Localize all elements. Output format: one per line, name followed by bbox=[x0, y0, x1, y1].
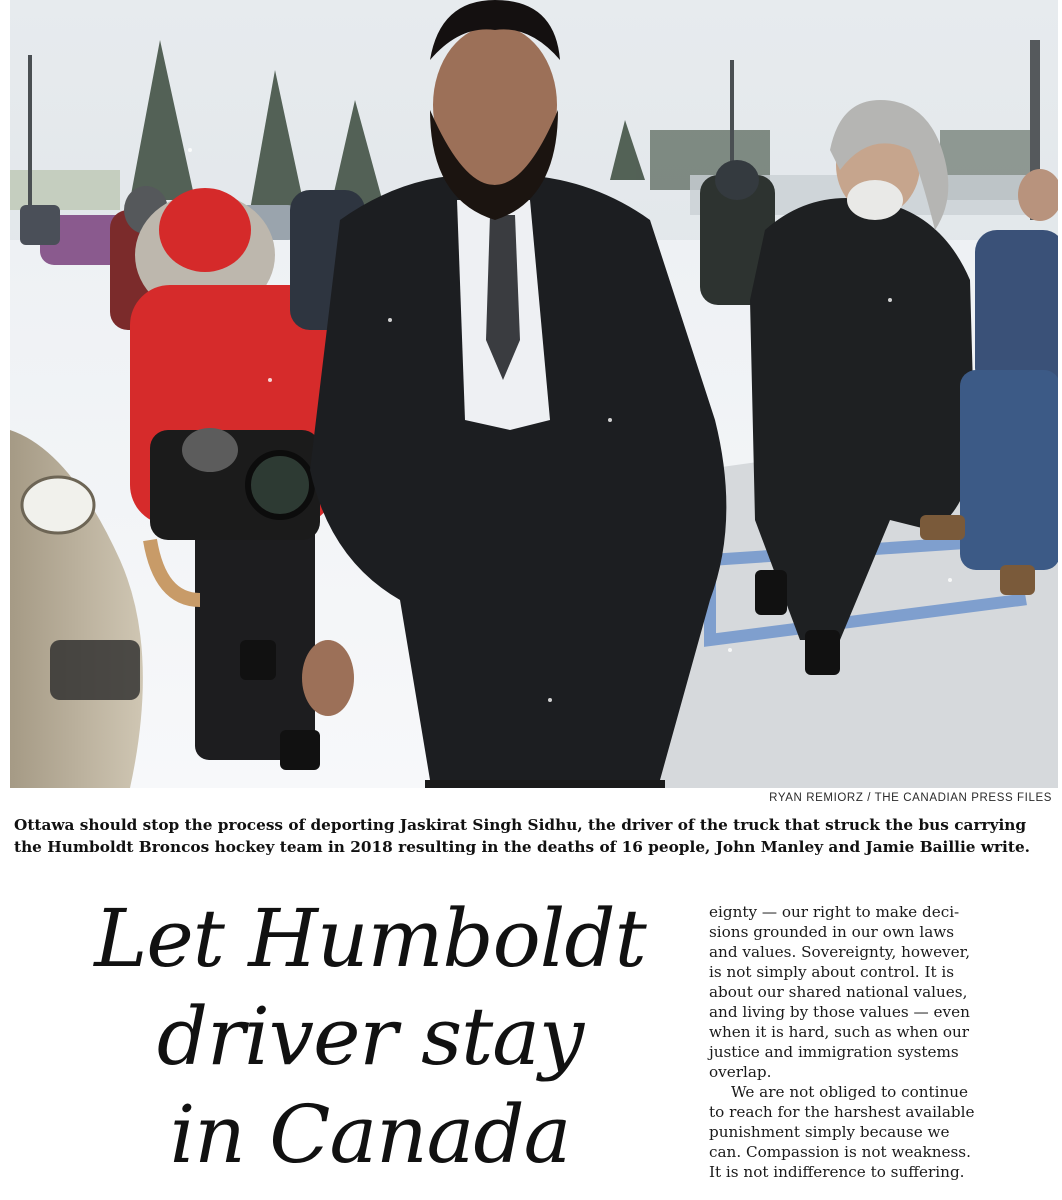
body-line: punishment simply because we bbox=[709, 1123, 950, 1141]
body-line: sions grounded in our own laws bbox=[709, 923, 955, 941]
headline-line: in Canada bbox=[169, 1088, 571, 1181]
headline bbox=[40, 890, 700, 1184]
headline-line: Let Humboldt bbox=[94, 892, 646, 985]
caption-line: the Humboldt Broncos hockey team in 2018 resulting in the deaths of 16 people, John Manley and Jamie Baillie write. bbox=[14, 838, 1030, 856]
body-line: can. Compassion is not weakness. bbox=[709, 1143, 971, 1161]
headline-line: driver stay bbox=[156, 990, 584, 1083]
body-line: It is not indifference to suffering. bbox=[709, 1163, 965, 1181]
body-line: to reach for the harshest available bbox=[709, 1103, 975, 1121]
body-line: eignty — our right to make deci- bbox=[709, 903, 960, 921]
body-line: and values. Sovereignty, however, bbox=[709, 943, 971, 961]
body-line: when it is hard, such as when our bbox=[709, 1023, 970, 1041]
caption-line: Ottawa should stop the process of deporting Jaskirat Singh Sidhu, the driver of the truck that struck the bus carrying bbox=[14, 816, 1027, 834]
body-line: overlap. bbox=[709, 1063, 772, 1081]
body-line: and living by those values — even bbox=[709, 1003, 970, 1021]
body-line: justice and immigration systems bbox=[709, 1043, 959, 1061]
photo-credit: RYAN REMIORZ / THE CANADIAN PRESS FILES bbox=[769, 792, 1052, 804]
body-line: We are not obliged to continue bbox=[731, 1083, 969, 1101]
news-photo bbox=[10, 0, 1058, 788]
body-line: is not simply about control. It is bbox=[709, 963, 955, 981]
body-line: about our shared national values, bbox=[709, 983, 968, 1001]
photo-caption bbox=[14, 814, 1058, 858]
article-body bbox=[709, 902, 1005, 1182]
photo-illustration bbox=[10, 0, 1058, 788]
